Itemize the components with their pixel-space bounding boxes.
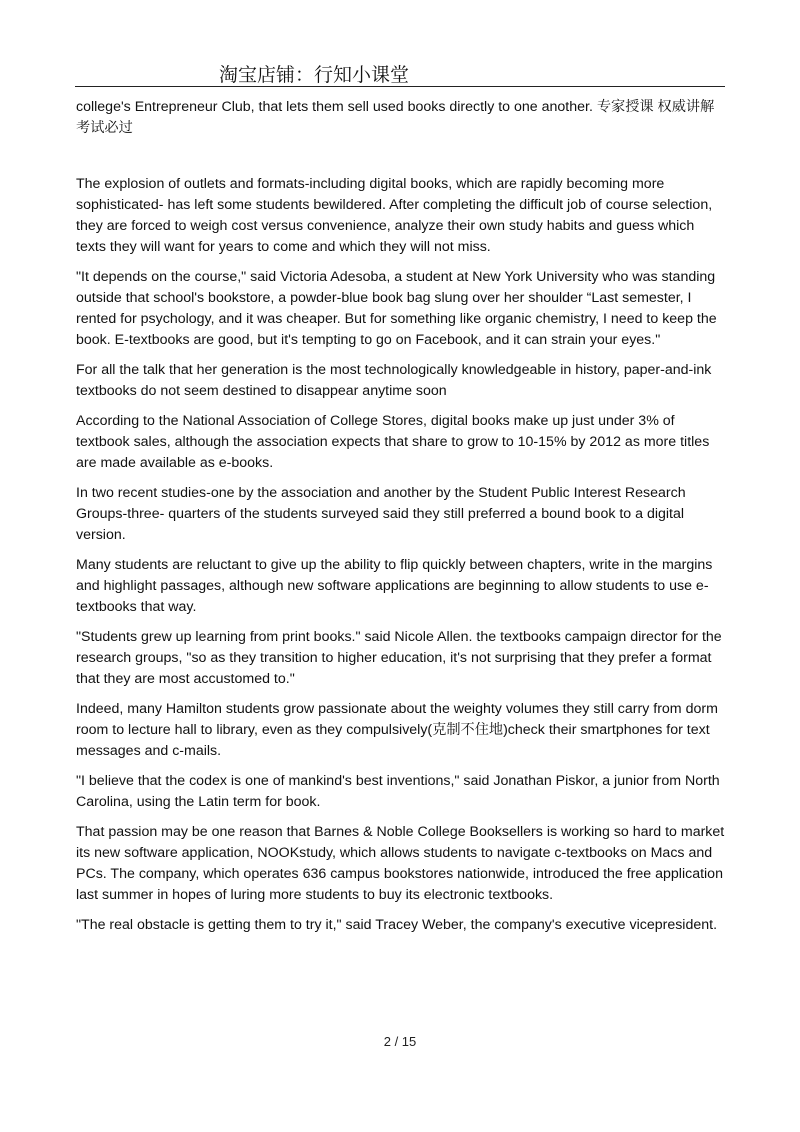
page-number: 2 / 15: [383, 1034, 417, 1049]
paragraph: Many students are reluctant to give up the ability to flip quickly between chapters, write in the margins and highlight passages, although new software applications are beginning to allow students to use e-textbooks that way.: [76, 557, 713, 615]
header-title: 淘宝店铺：行知小课堂: [219, 64, 410, 86]
document-body: [76, 97, 726, 945]
paragraph: "It depends on the course," said Victoria Adesoba, a student at New York University who was standing outside that school's bookstore, a powder-blue book bag slung over her shoulder “Last semester, I rented for psychology, and it was cheaper. But for something like organic chemistry, I need to keep the book. E-textbooks are good, but it's tempting to go on Facebook, and it can strain your eyes.": [76, 269, 717, 348]
paragraph: According to the National Association of College Stores, digital books make up just under 3% of textbook sales, although the association expects that share to grow to 10-15% by 2012 as more titles are made available as e-books.: [76, 413, 710, 471]
paragraph: The explosion of outlets and formats-including digital books, which are rapidly becoming more sophisticated- has left some students bewildered. After completing the difficult job of course selection, they are forced to weigh cost versus convenience, analyze their own study habits and guess which texts they will want for years to come and which they will not miss.: [76, 176, 713, 255]
paragraph: For all the talk that her generation is the most technologically knowledgeable in history, paper-and-ink textbooks do not seem destined to disappear anytime soon: [76, 362, 712, 399]
page-header: [75, 56, 725, 87]
paragraph: Indeed, many Hamilton students grow passionate about the weighty volumes they still carry from dorm room to lecture hall to library, even as they compulsively(克制不住地)check their smartphones for text messages and c-mails.: [76, 701, 718, 759]
paragraph: "Students grew up learning from print books." said Nicole Allen. the textbooks campaign director for the research groups, "so as they transition to higher education, it's not surprising that they prefer a format that they are most accustomed to.": [76, 629, 722, 687]
paragraph: In two recent studies-one by the association and another by the Student Public Interest Research Groups-three- quarters of the students surveyed said they still preferred a bound book to a digital version.: [76, 485, 686, 543]
paragraph: "I believe that the codex is one of mankind's best inventions," said Jonathan Piskor, a junior from North Carolina, using the Latin term for book.: [76, 773, 720, 810]
paragraph-intro: college's Entrepreneur Club, that lets them sell used books directly to one another. 专家授课 权威讲解 考试必过: [76, 99, 715, 136]
paragraph: "The real obstacle is getting them to try it," said Tracey Weber, the company's executive vicepresident.: [76, 917, 718, 933]
paragraph: That passion may be one reason that Barnes & Noble College Booksellers is working so hard to market its new software application, NOOKstudy, which allows students to navigate c-textbooks on Macs and PCs. The company, which operates 636 campus bookstores nationwide, introduced the free application last summer in hopes of luring more students to buy its electronic textbooks.: [76, 824, 725, 903]
